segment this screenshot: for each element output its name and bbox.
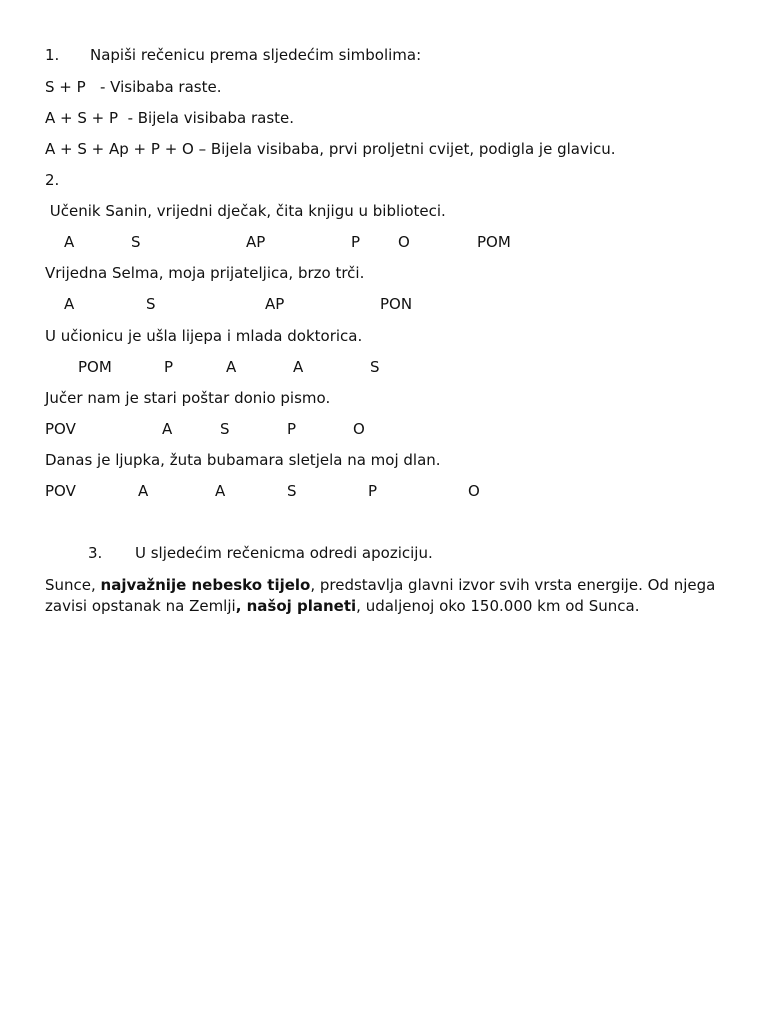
symbol: S <box>220 420 230 438</box>
task2-sentence-4: Jučer nam je stari poštar donio pismo. <box>45 389 331 407</box>
task2-sentence-2: Vrijedna Selma, moja prijateljica, brzo trči. <box>45 264 365 282</box>
task2-number: 2. <box>45 171 60 189</box>
task2-sentence-1: Učenik Sanin, vrijedni dječak, čita knjigu u biblioteci. <box>45 202 446 220</box>
task1-line-2: A + S + P - Bijela visibaba raste. <box>45 109 295 127</box>
symbol: P <box>164 358 174 376</box>
symbol: A <box>215 482 226 500</box>
symbol: AP <box>265 295 285 313</box>
paragraph-text: Sunce, <box>45 576 101 594</box>
symbol: S <box>370 358 380 376</box>
task2-sentence-3: U učionicu je ušla lijepa i mlada doktorica. <box>45 327 363 345</box>
symbol: A <box>64 295 75 313</box>
task1-number: 1. <box>45 46 60 64</box>
symbol: S <box>146 295 156 313</box>
symbol: S <box>131 233 141 251</box>
symbol: P <box>287 420 297 438</box>
symbol: S <box>287 482 297 500</box>
symbol: POM <box>477 233 511 251</box>
paragraph-text: , predstavlja glavni izvor svih vrsta energije. Od njega zavisi opstanak na Zemlji <box>45 576 716 615</box>
symbol: A <box>162 420 173 438</box>
symbol: O <box>353 420 365 438</box>
symbol: PON <box>380 295 413 313</box>
task3-paragraph <box>45 575 735 617</box>
symbol: P <box>351 233 361 251</box>
symbol: POV <box>45 420 76 438</box>
paragraph-text: , udaljenoj oko 150.000 km od Sunca. <box>356 597 640 615</box>
symbol: A <box>64 233 75 251</box>
task1-instruction: Napiši rečenicu prema sljedećim simbolima: <box>90 46 422 64</box>
symbol: P <box>368 482 378 500</box>
symbol: O <box>398 233 410 251</box>
symbol: A <box>138 482 149 500</box>
task3-heading <box>88 543 433 563</box>
symbol: POM <box>78 358 112 376</box>
symbol: POV <box>45 482 76 500</box>
task1-heading <box>45 45 422 65</box>
task2-sentence-5: Danas je ljupka, žuta bubamara sletjela na moj dlan. <box>45 451 441 469</box>
apposition-2: , našoj planeti <box>235 597 357 615</box>
task1-line-1: S + P - Visibaba raste. <box>45 78 222 96</box>
symbol: AP <box>246 233 266 251</box>
symbol: A <box>226 358 237 376</box>
task1-line-3: A + S + Ap + P + O – Bijela visibaba, prvi proljetni cvijet, podigla je glavicu. <box>45 140 616 158</box>
apposition-1: najvažnije nebesko tijelo <box>100 576 311 594</box>
task3-number: 3. <box>88 544 103 562</box>
symbol: A <box>293 358 304 376</box>
symbol: O <box>468 482 480 500</box>
task3-instruction: U sljedećim rečenicma odredi apoziciju. <box>135 544 433 562</box>
